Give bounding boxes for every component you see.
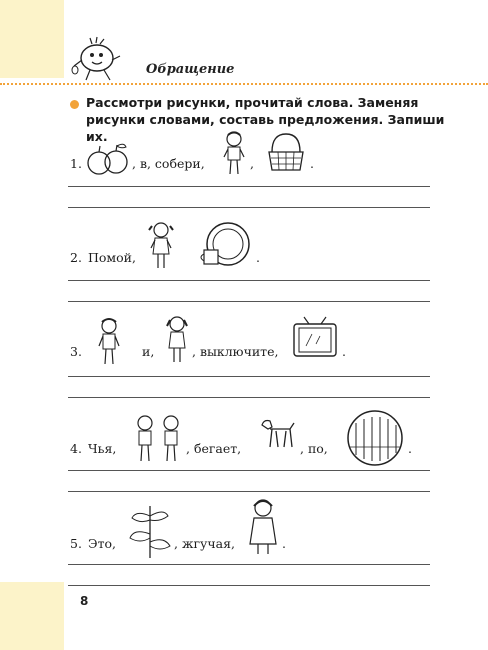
girl-icon xyxy=(148,220,174,270)
writing-line xyxy=(68,491,430,492)
writing-line xyxy=(68,301,430,302)
exercise-text: . xyxy=(408,441,412,456)
page-number: 8 xyxy=(80,594,89,608)
exercise-text: . xyxy=(310,156,314,171)
bottom-color-band xyxy=(0,582,64,650)
girl-icon xyxy=(164,314,190,364)
nettle-icon xyxy=(128,502,172,560)
exercise-text: Это, xyxy=(88,536,116,551)
fence-icon xyxy=(346,409,404,467)
task-bullet xyxy=(70,100,79,109)
exercise-text: , бегает, xyxy=(186,441,242,456)
berry-mascot-icon xyxy=(68,36,126,86)
section-title: Обращение xyxy=(146,62,235,77)
writing-line xyxy=(68,470,430,471)
exercise-number: 2. xyxy=(70,250,82,265)
plate-cup-icon xyxy=(198,218,250,272)
basket-icon xyxy=(266,132,306,172)
exercise-text: , xyxy=(250,156,254,171)
exercise-text: , в, собери, xyxy=(132,156,205,171)
exercise-number: 1. xyxy=(70,156,82,171)
two-boys-icon xyxy=(132,413,184,463)
exercise-number: 4. xyxy=(70,441,82,456)
boy-icon xyxy=(222,130,246,176)
section-divider xyxy=(0,83,488,85)
writing-line xyxy=(68,397,430,398)
top-color-band xyxy=(0,0,64,78)
exercise-text: . xyxy=(282,536,286,551)
exercise-text: . xyxy=(342,344,346,359)
exercise-text: , жгучая, xyxy=(174,536,235,551)
task-instruction: Рассмотри рисунки, прочитай слова. Заменяя рисунки словами, составь предложения. Запиши их. xyxy=(86,95,445,144)
apples-icon xyxy=(86,142,130,176)
writing-line xyxy=(68,585,430,586)
exercise-text: . xyxy=(256,250,260,265)
exercise-text: Чья, xyxy=(88,441,117,456)
writing-line xyxy=(68,376,430,377)
writing-line xyxy=(68,207,430,208)
writing-line xyxy=(68,186,430,187)
exercise-number: 3. xyxy=(70,344,82,359)
tv-icon xyxy=(292,316,338,360)
writing-line xyxy=(68,280,430,281)
exercise-number: 5. xyxy=(70,536,82,551)
dog-icon xyxy=(258,417,298,453)
exercise-text: и, xyxy=(142,344,155,359)
grandma-icon xyxy=(246,498,280,556)
boy-icon xyxy=(96,316,122,366)
exercise-text: , выключите, xyxy=(192,344,279,359)
writing-line xyxy=(68,564,430,565)
exercise-text: Помой, xyxy=(88,250,136,265)
exercise-text: , по, xyxy=(300,441,328,456)
